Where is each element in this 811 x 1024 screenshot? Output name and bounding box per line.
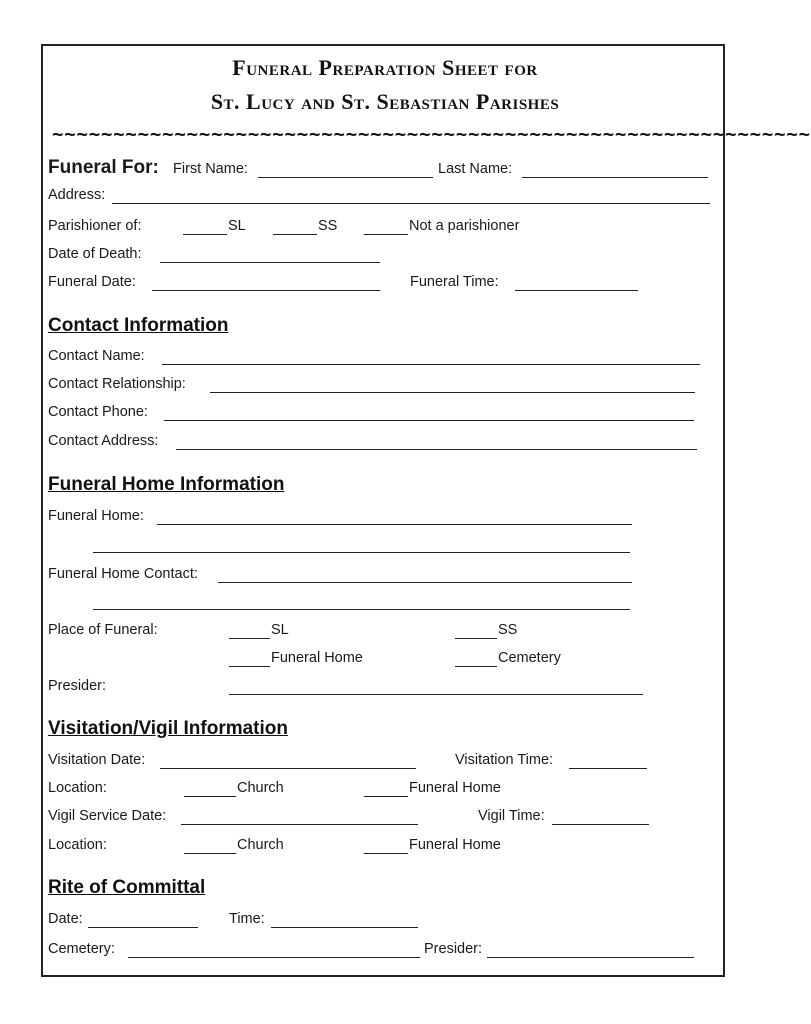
place-of-funeral-label: Place of Funeral:: [48, 622, 158, 638]
place-ss-option: SS: [498, 622, 518, 638]
funeral-time-label: Funeral Time:: [410, 274, 499, 290]
parishioner-sl-option: SL: [228, 218, 246, 234]
place-cemetery-blank[interactable]: [455, 666, 497, 667]
contact-phone-field[interactable]: [164, 420, 694, 421]
not-parishioner-option: Not a parishioner: [409, 218, 520, 234]
parishioner-label: Parishioner of:: [48, 218, 142, 234]
form-title-line2: St. Lucy and St. Sebastian Parishes: [210, 89, 560, 114]
funeral-time-field[interactable]: [515, 290, 638, 291]
vigil-church-blank[interactable]: [184, 853, 236, 854]
contact-address-label: Contact Address:: [48, 433, 159, 449]
visitation-location-label: Location:: [48, 780, 107, 796]
visitation-time-label: Visitation Time:: [455, 752, 554, 768]
address-field[interactable]: [112, 203, 710, 204]
funeral-home-contact-field[interactable]: [218, 582, 632, 583]
presider-field[interactable]: [229, 694, 643, 695]
funeral-home-field[interactable]: [157, 524, 632, 525]
visitation-date-field[interactable]: [160, 768, 416, 769]
visitation-date-label: Visitation Date:: [48, 752, 146, 768]
form-title-line1: Funeral Preparation Sheet for: [232, 55, 538, 80]
committal-presider-label: Presider:: [424, 941, 483, 957]
visitation-time-field[interactable]: [569, 768, 647, 769]
date-of-death-field[interactable]: [160, 262, 380, 263]
contact-name-field[interactable]: [162, 364, 700, 365]
funeral-date-label: Funeral Date:: [48, 274, 136, 290]
rite-of-committal-heading: Rite of Committal: [48, 877, 206, 898]
place-cemetery-option: Cemetery: [498, 650, 561, 666]
vigil-service-date-label: Vigil Service Date:: [48, 808, 167, 824]
vigil-location-label: Location:: [48, 837, 107, 853]
parishioner-ss-option: SS: [318, 218, 338, 234]
parishioner-sl-blank[interactable]: [183, 234, 227, 235]
contact-phone-label: Contact Phone:: [48, 404, 148, 420]
place-sl-blank[interactable]: [229, 638, 270, 639]
place-funeral-home-option: Funeral Home: [271, 650, 363, 666]
contact-name-label: Contact Name:: [48, 348, 145, 364]
contact-address-field[interactable]: [176, 449, 697, 450]
funeral-home-info-heading: Funeral Home Information: [48, 474, 285, 495]
funeral-date-field[interactable]: [152, 290, 380, 291]
vigil-time-label: Vigil Time:: [478, 808, 545, 824]
parishioner-ss-blank[interactable]: [273, 234, 317, 235]
committal-time-field[interactable]: [271, 927, 418, 928]
not-parishioner-blank[interactable]: [364, 234, 408, 235]
contact-relationship-field[interactable]: [210, 392, 695, 393]
first-name-field[interactable]: [258, 177, 433, 178]
committal-presider-field[interactable]: [487, 957, 694, 958]
vigil-funeral-home-option: Funeral Home: [409, 837, 501, 853]
address-label: Address:: [48, 187, 106, 203]
funeral-home-contact-label: Funeral Home Contact:: [48, 566, 198, 582]
committal-date-label: Date:: [48, 911, 83, 927]
funeral-for-heading: Funeral For:: [48, 157, 159, 178]
tilde-divider: ~~~~~~~~~~~~~~~~~~~~~~~~~~~~~~~~~~~~~~~~~~~~~~~~~~~~~~~~~~~~~~: [52, 123, 811, 145]
committal-time-label: Time:: [229, 911, 265, 927]
first-name-label: First Name:: [173, 161, 248, 177]
contact-info-heading: Contact Information: [48, 315, 229, 336]
last-name-field[interactable]: [522, 177, 708, 178]
presider-label: Presider:: [48, 678, 107, 694]
vigil-church-option: Church: [237, 837, 284, 853]
funeral-home-label: Funeral Home:: [48, 508, 144, 524]
last-name-label: Last Name:: [438, 161, 513, 177]
vigil-funeral-home-blank[interactable]: [364, 853, 408, 854]
visitation-funeral-home-option: Funeral Home: [409, 780, 501, 796]
committal-date-field[interactable]: [88, 927, 198, 928]
vigil-time-field[interactable]: [552, 824, 649, 825]
contact-relationship-label: Contact Relationship:: [48, 376, 186, 392]
vigil-service-date-field[interactable]: [181, 824, 418, 825]
visitation-church-blank[interactable]: [184, 796, 236, 797]
visitation-funeral-home-blank[interactable]: [364, 796, 408, 797]
visitation-church-option: Church: [237, 780, 284, 796]
funeral-home-contact-field-line2[interactable]: [93, 609, 630, 610]
cemetery-field[interactable]: [128, 957, 420, 958]
date-of-death-label: Date of Death:: [48, 246, 142, 262]
funeral-home-field-line2[interactable]: [93, 552, 630, 553]
visitation-vigil-heading: Visitation/Vigil Information: [48, 718, 288, 739]
place-funeral-home-blank[interactable]: [229, 666, 270, 667]
cemetery-label: Cemetery:: [48, 941, 115, 957]
place-sl-option: SL: [271, 622, 289, 638]
place-ss-blank[interactable]: [455, 638, 497, 639]
